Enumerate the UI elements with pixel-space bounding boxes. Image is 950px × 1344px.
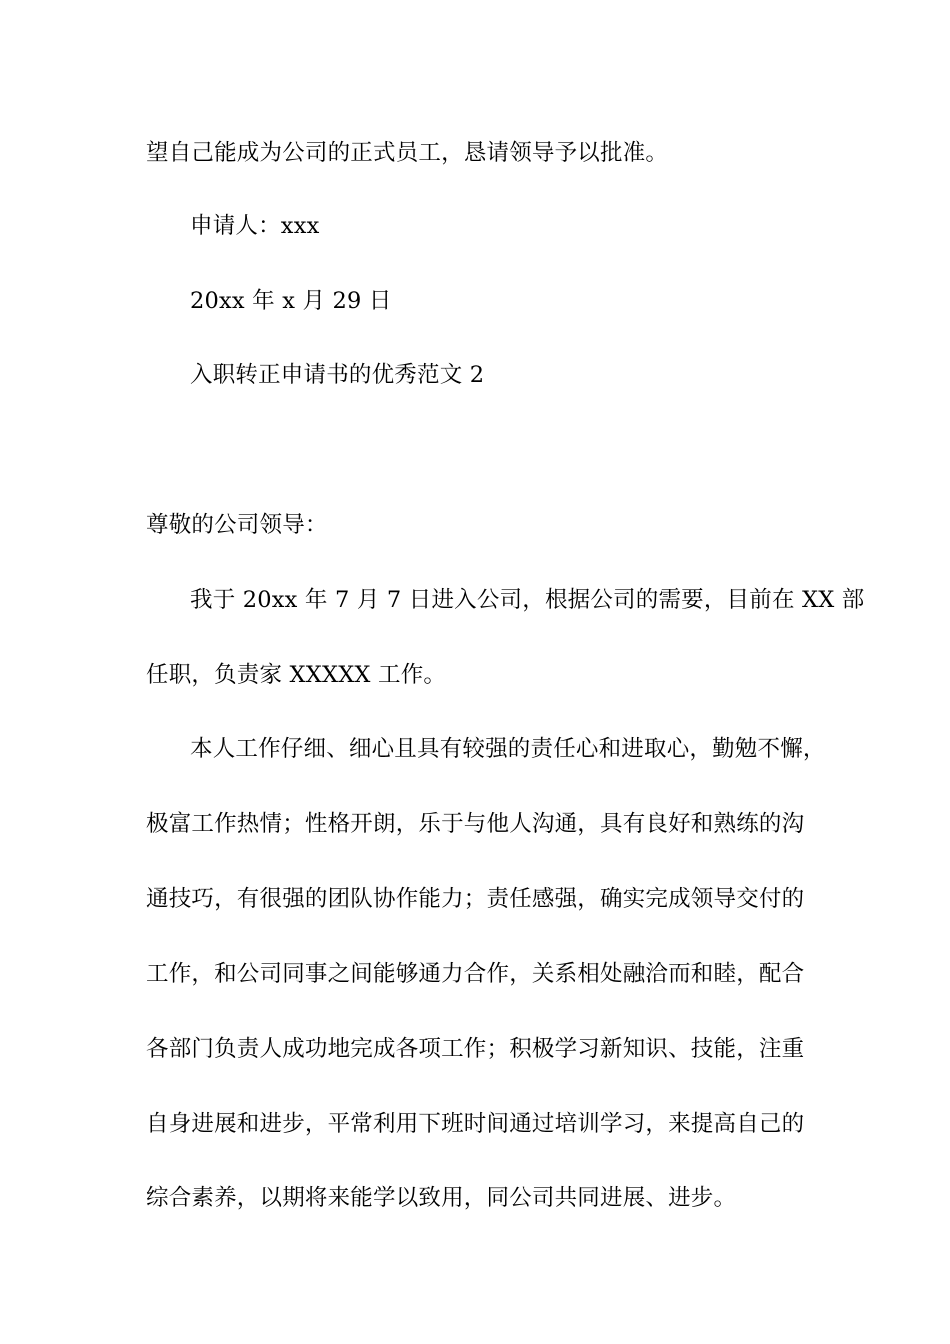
- section-title: 入职转正申请书的优秀范文 2: [190, 362, 485, 388]
- paragraph-line: 通技巧，有很强的团队协作能力；责任感强，确实完成领导交付的: [146, 886, 805, 912]
- paragraph-line: 综合素养，以期将来能学以致用，同公司共同进展、进步。: [146, 1185, 737, 1211]
- paragraph-line: 本人工作仔细、细心且具有较强的责任心和进取心，勤勉不懈，: [190, 736, 826, 762]
- paragraph-line: 任职，负责家 XXXXX 工作。: [146, 662, 447, 688]
- paragraph-line: 极富工作热情；性格开朗，乐于与他人沟通，具有良好和熟练的沟: [146, 811, 805, 837]
- application-date: 20xx 年 x 月 29 日: [190, 288, 392, 314]
- applicant-signature: 申请人：xxx: [190, 213, 320, 239]
- paragraph-line: 我于 20xx 年 7 月 7 日进入公司，根据公司的需要，目前在 XX 部: [190, 587, 865, 613]
- paragraph-line: 各部门负责人成功地完成各项工作；积极学习新知识、技能，注重: [146, 1036, 805, 1062]
- paragraph-line: 工作，和公司同事之间能够通力合作，关系相处融洽而和睦，配合: [146, 961, 805, 987]
- salutation: 尊敬的公司领导：: [146, 512, 328, 538]
- closing-sentence: 望自己能成为公司的正式员工，恳请领导予以批准。: [146, 140, 669, 166]
- paragraph-line: 自身进展和进步，平常利用下班时间通过培训学习，来提高自己的: [146, 1111, 805, 1137]
